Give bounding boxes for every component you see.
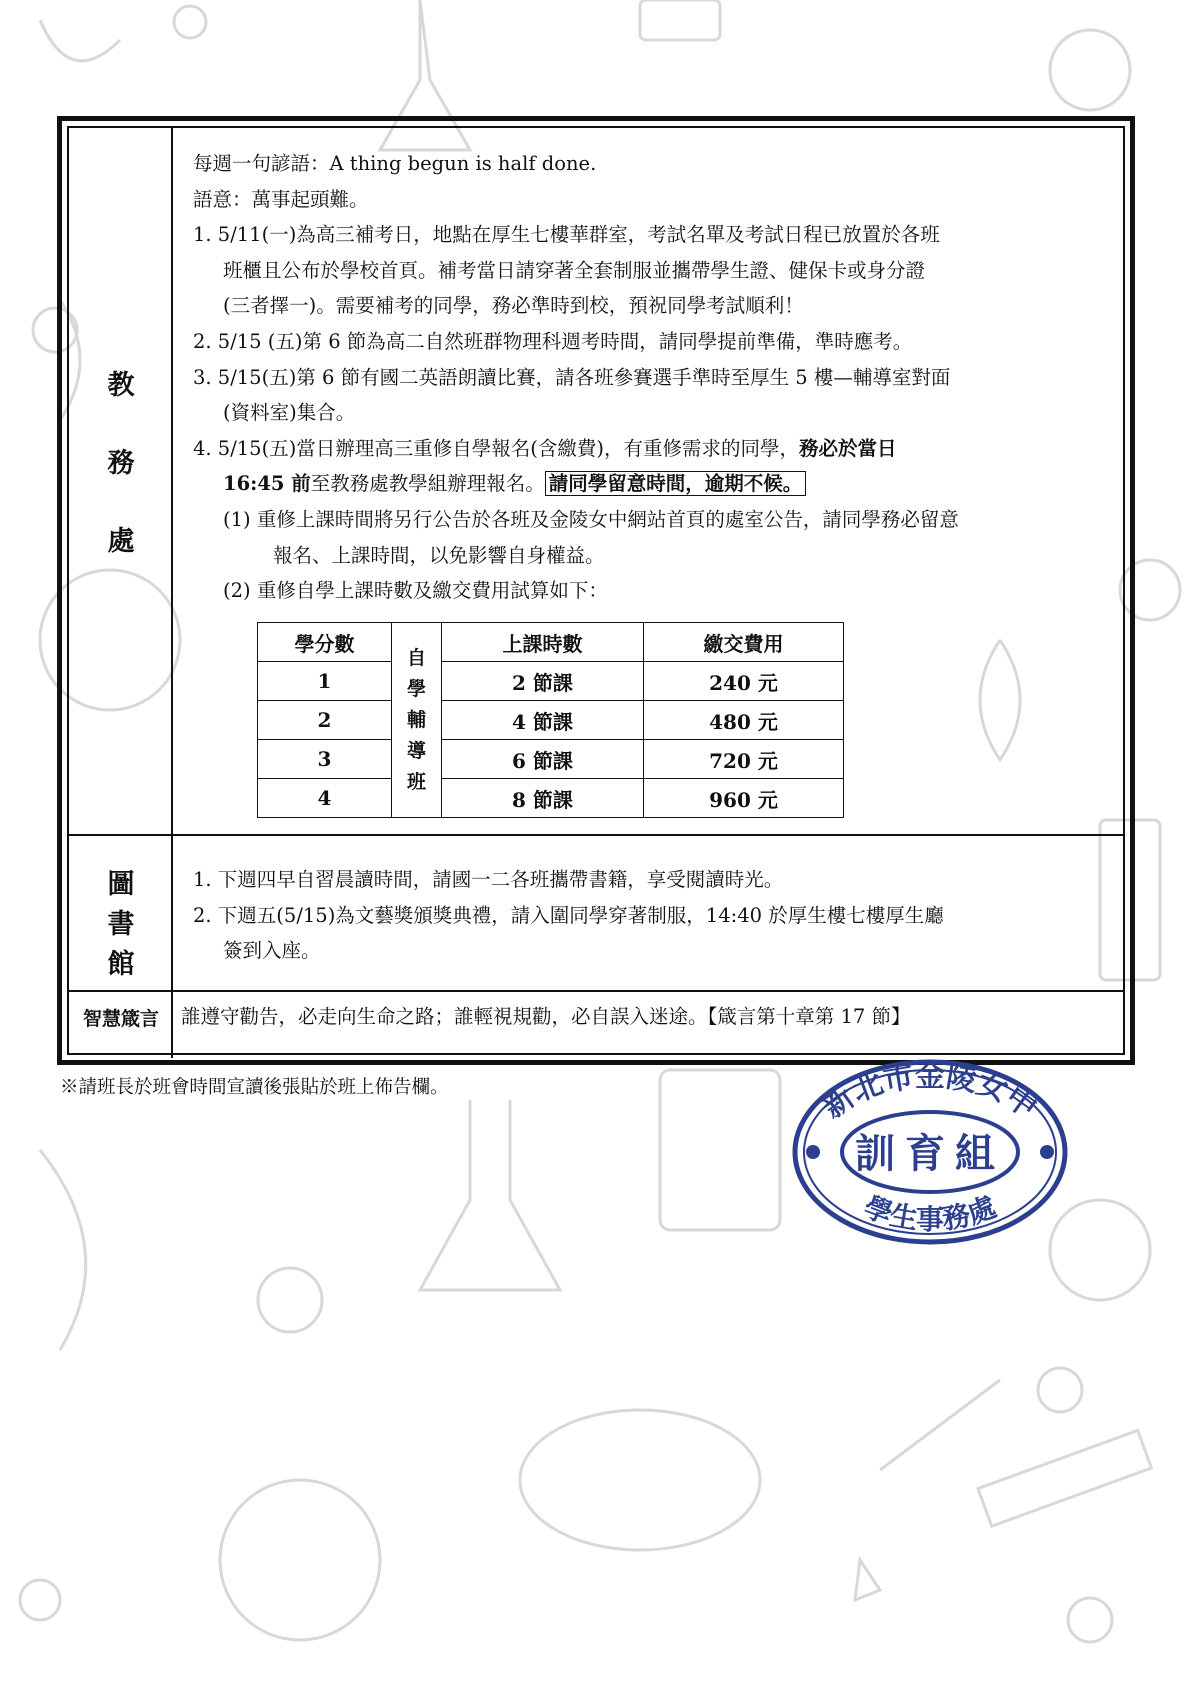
calculator-doodle-icon-2 (660, 1070, 780, 1230)
fee-cell-credits: 2 (258, 701, 392, 740)
academic-subitem-1: (1) 重修上課時間將另行公告於各班及金陵女中網站首頁的處室公告，請同學務必留意 (223, 507, 959, 531)
academic-item-1-cont: (三者擇一)。需要補考的同學，務必準時到校，預祝同學考試順利！ (223, 294, 804, 318)
fee-cell-hours: 4 節課 (442, 701, 644, 740)
fee-table-row (258, 662, 844, 701)
flask-doodle-icon-2 (420, 1100, 560, 1290)
library-item-2-cont: 簽到入座。 (223, 939, 321, 963)
library-label-char: 館 (107, 949, 135, 980)
library-item-2: 2. 下週五(5/15)為文藝獎頒獎典禮，請入圍同學穿著制服，14:40 於厚生樓七樓厚生廳 (193, 903, 944, 927)
fee-table-header: 繳交費用 (644, 623, 844, 662)
fee-table-header: 上課時數 (442, 623, 644, 662)
academic-subitem-1-cont: 報名、上課時間，以免影響自身權益。 (273, 543, 605, 567)
library-label-char: 書 (107, 909, 135, 940)
stamp-center-text: 訓育組 (855, 1130, 1005, 1177)
academic-item-4-text-2: 至教務處教學組辦理報名。 (310, 472, 545, 496)
fee-cell-cost: 720 元 (644, 740, 844, 779)
pushpin-doodle-icon (855, 1560, 880, 1600)
scissors-doodle-icon-2 (40, 1150, 86, 1350)
fee-cell-cost: 960 元 (644, 779, 844, 818)
academic-section-content (193, 146, 1117, 609)
stamp-bottom-text: 學生事務處 (859, 1190, 1001, 1236)
row-divider-academic-library (69, 834, 1123, 836)
scissors-doodle-icon (40, 20, 120, 61)
academic-item-3-cont: (資料室)集合。 (223, 401, 356, 425)
fee-table-header-row (258, 623, 844, 662)
motto-label: 智慧箴言 (82, 1008, 159, 1030)
smiley-doodle-icon-3 (20, 1580, 60, 1620)
merged-label-char: 導 (406, 739, 426, 762)
academic-item-1-cont: 班櫃且公布於學校首頁。補考當日請穿著全套制服並攜帶學生證、健保卡或身分證 (223, 258, 926, 282)
motto-text: 誰遵守勸告，必走向生命之路；誰輕視規勸，必自誤入迷途。【箴言第十章第 17 節】 (181, 1005, 911, 1028)
library-label-char: 圖 (107, 869, 135, 900)
palette-doodle-icon (520, 1410, 760, 1550)
academic-item-4-cont (193, 466, 1117, 502)
stamp-flower-icon (806, 1145, 820, 1159)
library-section-content (193, 862, 1117, 969)
fee-cell-credits: 3 (258, 740, 392, 779)
smiley-doodle-icon (174, 6, 206, 38)
academic-item-4-text: 4. 5/15(五)當日辦理高三重修自學報名(含繳費)，有重修需求的同學， (193, 436, 800, 460)
academic-item-4 (193, 431, 1117, 467)
bulletin-frame (57, 116, 1135, 1065)
school-seal-stamp (785, 1052, 1075, 1252)
bulletin-inner-border (67, 126, 1125, 1055)
fee-table-header: 學分數 (258, 623, 392, 662)
merged-label-char: 輔 (406, 708, 426, 731)
academic-label-char: 教 (107, 370, 135, 401)
fee-table-row (258, 740, 844, 779)
academic-label-char: 處 (107, 526, 135, 557)
svg-text:新北市金陵女中 (817, 1059, 1044, 1126)
calculator-doodle-icon (640, 0, 720, 40)
row-divider-library-motto (69, 990, 1123, 992)
academic-label-char: 務 (107, 448, 135, 479)
fee-cell-credits: 4 (258, 779, 392, 818)
deadline-warning-box: 請同學留意時間，逾期不候。 (545, 471, 807, 496)
merged-label-char: 學 (406, 677, 426, 700)
deadline-time: 16:45 前 (223, 472, 311, 496)
fee-cell-cost: 480 元 (644, 701, 844, 740)
academic-item-2: 2. 5/15 (五)第 6 節為高二自然班群物理科週考時間，請同學提前準備，準時應考。 (193, 329, 913, 353)
apple-doodle-icon (1068, 1598, 1112, 1642)
motto-content (181, 999, 1117, 1035)
fee-cell-hours: 2 節課 (442, 662, 644, 701)
merged-label-char: 班 (406, 770, 426, 793)
academic-item-4-emphasis: 務必於當日 (799, 436, 897, 460)
ruler-doodle-icon-2 (978, 1430, 1151, 1526)
magnifier-doodle-icon (1050, 30, 1130, 110)
footer-note: ※請班長於班會時間宣讀後張貼於班上佈告欄。 (60, 1077, 449, 1098)
fee-table-row (258, 779, 844, 818)
alarm-clock-doodle-icon (220, 1480, 380, 1640)
meaning-line: 語意：萬事起頭難。 (193, 187, 369, 211)
stamp-top-text: 新北市金陵女中 (816, 1059, 1044, 1126)
library-item-1: 1. 下週四早自習晨讀時間，請國一二各班攜帶書籍，享受閱讀時光。 (193, 868, 784, 891)
stamp-flower-icon (1040, 1145, 1054, 1159)
smiley-doodle-icon-2 (1038, 1368, 1082, 1412)
merged-label-char: 自 (406, 646, 426, 669)
fee-table-merged-label (392, 623, 442, 818)
fee-cell-credits: 1 (258, 662, 392, 701)
academic-item-1: 1. 5/11(一)為高三補考日，地點在厚生七樓華群室，考試名單及考試日程已放置於各班 (193, 223, 940, 247)
academic-item-3: 3. 5/15(五)第 6 節有國二英語朗讀比賽，請各班參賽選手準時至厚生 5 樓—輔導室對面 (193, 365, 951, 389)
fee-cell-hours: 6 節課 (442, 740, 644, 779)
proverb-line: 每週一句諺語：A thing begun is half done. (193, 152, 597, 175)
svg-text:學生事務處 (859, 1190, 1000, 1236)
fee-cell-hours: 8 節課 (442, 779, 644, 818)
academic-subitem-2: (2) 重修自學上課時數及繳交費用試算如下： (223, 579, 608, 603)
fee-cell-cost: 240 元 (644, 662, 844, 701)
fee-table-row (258, 701, 844, 740)
medal-doodle-icon (258, 1268, 322, 1332)
fee-table (257, 622, 844, 818)
pen-doodle-icon (880, 1380, 1000, 1470)
